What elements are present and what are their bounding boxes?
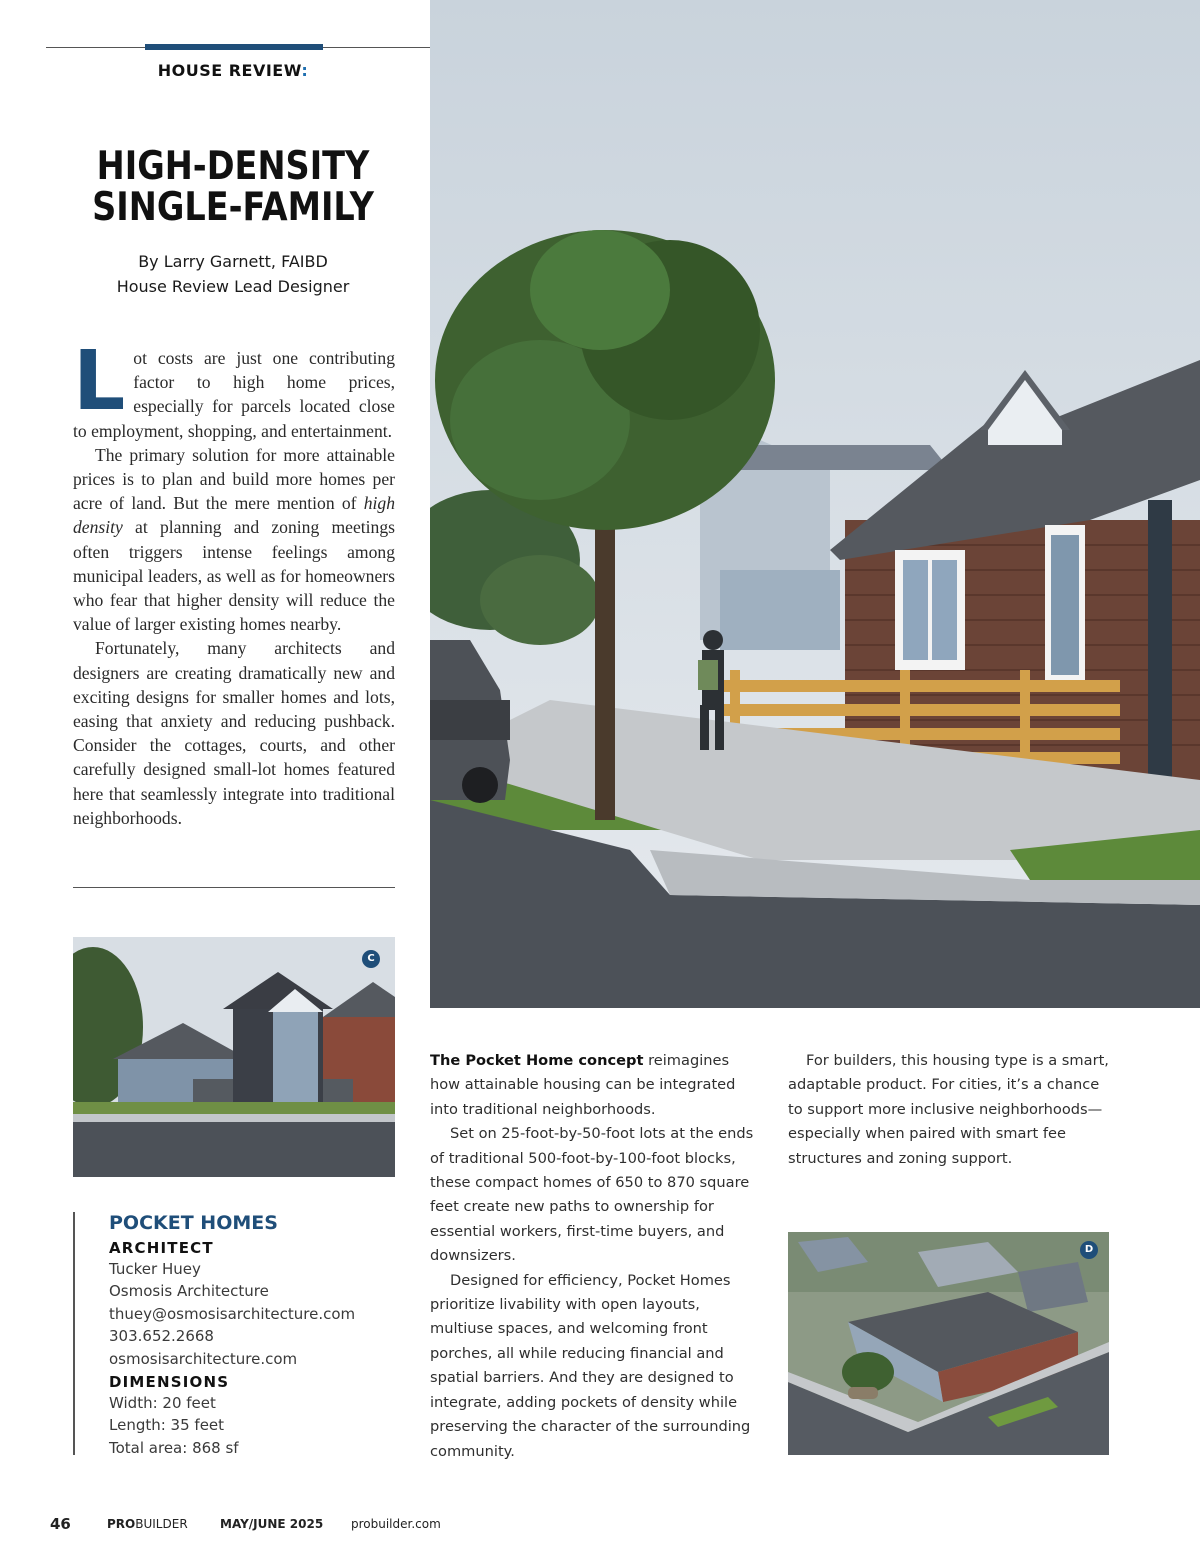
intro-paragraph-1-text: ot costs are just one contributing factor to high home prices, especially for parcels located close to employment, shopping, and entertainment.: [73, 348, 395, 441]
body-lead-in: The Pocket Home concept: [430, 1052, 644, 1069]
body-paragraph-1-text: reimagines how attainable housing can be integrated into traditional neighborhoods.: [430, 1052, 736, 1118]
byline-role: House Review Lead Designer: [116, 277, 350, 296]
intro-paragraph-2-text-a: The primary solution for more attainable prices is to plan and build more homes per acre of land. But the mere mention of: [73, 444, 395, 514]
kicker-accent-bar: [145, 44, 323, 50]
article-headline: [72, 146, 394, 228]
photo-c-badge: C: [362, 950, 380, 968]
byline: [46, 249, 420, 299]
body-paragraph-4: For builders, this housing type is a smart, adaptable product. For cities, it’s a chance to support more inclusive neighborhoods—especially when paired with smart fee structures and zoning support.: [788, 1052, 1109, 1167]
dimensions-label: DIMENSIONS: [109, 1373, 230, 1392]
intro-paragraph-1: [73, 334, 395, 443]
photo-d-badge: D: [1080, 1241, 1098, 1259]
magazine-name-rest: BUILDER: [135, 1517, 188, 1531]
architect-label: ARCHITECT: [109, 1239, 214, 1257]
architect-website: osmosisarchitecture.com: [109, 1349, 298, 1368]
dimension-area: Total area: 868 sf: [109, 1438, 239, 1457]
project-spec-box: [73, 1212, 393, 1455]
hero-photo: [430, 0, 1200, 1008]
byline-author: By Larry Garnett, FAIBD: [138, 252, 328, 271]
page-number: 46: [50, 1515, 71, 1533]
architect-phone: 303.652.2668: [109, 1327, 214, 1346]
issue-date: MAY/JUNE 2025: [220, 1517, 324, 1531]
body-column-2: [788, 1049, 1118, 1171]
body-paragraph-3: Designed for efficiency, Pocket Homes prioritize livability with open layouts, multiuse spaces, and welcoming front porches, all while reducing financial and spatial barriers. And they are designed to integrate, adding pockets of density while preserving the character of the surrounding community.: [430, 1271, 751, 1460]
architect-email: thuey@osmosisarchitecture.com: [109, 1304, 356, 1323]
architect-name: Tucker Huey: [109, 1260, 201, 1278]
website-url: probuilder.com: [351, 1517, 441, 1531]
dimension-width: Width: 20 feet: [109, 1394, 216, 1413]
kicker-colon: :: [301, 61, 309, 80]
intro-text: [73, 334, 395, 830]
headline-line-1: HIGH-DENSITY: [96, 144, 370, 189]
body-paragraph-2: Set on 25-foot-by-50-foot lots at the ends of traditional 500-foot-by-100-foot blocks, these compact homes of 650 to 870 square feet create new paths to ownership for essential workers, first-time buyers, and downsizers.: [430, 1125, 754, 1265]
project-name: POCKET HOMES: [109, 1212, 278, 1234]
photo-d: [788, 1232, 1109, 1455]
intro-paragraph-3: Fortunately, many architects and designers are creating dramatically new and exciting designs for smaller homes and lots, easing that anxiety and reducing pushback. Consider the cottages, courts, and other carefully designed small-lot homes featured here that seamlessly integrate into traditional neighborhoods.: [73, 638, 395, 828]
dimension-length: Length: 35 feet: [109, 1416, 225, 1435]
kicker-text: HOUSE REVIEW: [157, 61, 302, 80]
section-divider: [73, 887, 395, 888]
body-paragraph-1: [430, 1049, 760, 1122]
headline-line-2: SINGLE-FAMILY: [92, 185, 374, 230]
intro-paragraph-2: [73, 443, 395, 637]
photo-c: [73, 937, 395, 1177]
section-kicker: [46, 61, 420, 80]
drop-cap: L: [73, 334, 126, 429]
body-column-1: [430, 1049, 760, 1464]
architect-firm: Osmosis Architecture: [109, 1282, 269, 1301]
intro-emphasis: high density: [73, 493, 395, 538]
intro-paragraph-2-text-b: at planning and zoning meetings often triggers intense feelings among municipal leaders, as well as for homeowners who fear that higher density will reduce the value of larger existing homes nearby.: [73, 517, 395, 635]
magazine-name: [107, 1517, 188, 1531]
magazine-name-bold: PRO: [107, 1517, 136, 1531]
